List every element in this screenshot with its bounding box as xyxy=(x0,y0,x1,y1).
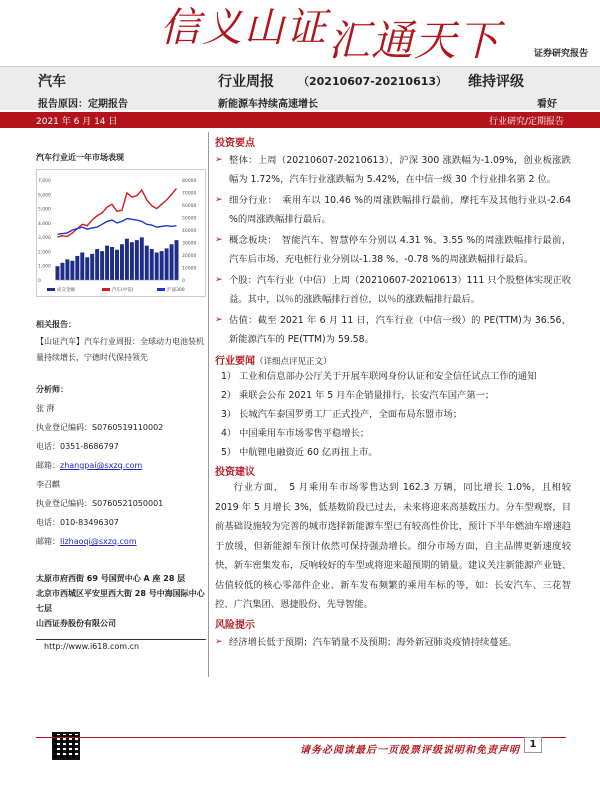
volume-bar xyxy=(135,240,139,280)
y-left-tick-label: 0 xyxy=(38,279,41,284)
volume-bar xyxy=(80,253,84,281)
report-reason: 报告原因：定期报告 xyxy=(38,99,128,110)
volume-bar xyxy=(100,251,104,280)
news-item xyxy=(215,443,571,462)
analyst-phone: 电话：010-83496307 xyxy=(36,518,119,527)
y-left-tick-label: 6,000 xyxy=(38,193,51,199)
arrow-bullet-icon: ➢ xyxy=(215,636,223,647)
y-left-tick-label: 5,000 xyxy=(38,207,51,213)
volume-bar xyxy=(150,249,154,280)
news-number: 1） xyxy=(221,371,237,382)
y-right-tick-label: 30000 xyxy=(182,241,197,247)
key-point-text: 概念板块： 智能汽车、智慧停车分别以 4.31 %、3.55 %的周涨跌幅排行最前，汽车后市场、充电桩行业分别以-1.38 %、-0.78 %的周涨跌幅排行最后。 xyxy=(229,235,571,265)
volume-bar xyxy=(115,250,119,280)
news-note: （详细点评见正文） xyxy=(255,357,332,367)
report-date: 2021 年 6 月 14 日 xyxy=(36,117,118,127)
volume-bar xyxy=(70,261,74,280)
volume-bar xyxy=(105,246,109,280)
analyst-name: 李召麒 xyxy=(36,480,60,489)
y-right-tick-label: 10000 xyxy=(182,266,197,272)
news-text: 中国乘用车市场零售平稳增长； xyxy=(239,428,370,439)
news-item xyxy=(215,367,571,386)
volume-bar xyxy=(160,251,164,280)
arrow-bullet-icon: ➢ xyxy=(215,275,223,285)
footer-divider xyxy=(36,737,566,738)
key-point-item xyxy=(215,231,571,269)
y-left-tick-label: 3,000 xyxy=(38,236,51,242)
news-heading xyxy=(215,352,571,367)
analyst-email-row xyxy=(36,460,206,471)
news-number: 3） xyxy=(221,409,237,420)
analyst-email-link[interactable]: zhangpai@sxzq.com xyxy=(60,461,143,470)
chart-title: 汽车行业近一年市场表现 xyxy=(36,153,124,162)
address-beijing: 北京市西城区平安里西大街 28 号中海国际中心七层 xyxy=(36,589,205,613)
email-label: 邮箱： xyxy=(36,537,60,546)
y-right-tick-label: 40000 xyxy=(182,229,197,234)
analyst-email-link[interactable]: lizhaoqi@sxzq.com xyxy=(60,537,137,546)
volume-bar xyxy=(65,259,69,280)
legend-swatch xyxy=(157,288,165,291)
address-block xyxy=(36,571,206,631)
left-sidebar xyxy=(36,134,206,651)
rating: 维持评级 xyxy=(468,74,524,90)
report-type: 行业周报 xyxy=(218,74,274,90)
rating-view: 看好 xyxy=(537,99,557,110)
related-label: 相关报告： xyxy=(36,320,76,329)
report-date-range: （20210607-20210613） xyxy=(298,75,448,88)
news-heading-text: 行业要闻 xyxy=(215,356,255,367)
report-header xyxy=(0,0,600,68)
volume-bar xyxy=(95,249,99,280)
address-taiyuan: 太原市府西街 69 号国贸中心 A 座 28 层 xyxy=(36,574,186,583)
y-left-tick-label: 2,000 xyxy=(38,250,51,256)
brand-logo-left: 信义山证 xyxy=(160,5,328,51)
risk-heading: 风险提示 xyxy=(215,619,255,631)
sector-name: 汽车 xyxy=(38,74,66,90)
analyst-phone: 电话：0351-8686797 xyxy=(36,442,119,451)
volume-bar xyxy=(60,263,64,280)
website-link[interactable]: http://www.i618.com.cn xyxy=(36,639,206,651)
news-number: 5） xyxy=(221,447,237,458)
volume-bar xyxy=(175,240,179,280)
invest-text: 行业方面， 5 月乘用车市场零售达到 162.3 万辆，同比增长 1.0%，且相较 2019 年 5 月增长 3%，低基数阶段已过去，未来将迎来高基数压力。分车型观察，目前基础设施较为完善的城市选择新能源车型已有较高性价比，预计下半年燃油车增速趋于放缓，但新能源车预计依然可保持强劲增长。细分市场方面，自主品牌更新速度较快，新车密集发布，反响较好的车型或将迎来超预期的销量。建议关注新能源产业链、估值较低的核心零部件企业、新车发布频繁的乘用车标的等，如：长安汽车、三花智控、广汽集团、恩捷股份、先导智能。 xyxy=(215,482,571,610)
volume-bar xyxy=(90,254,94,280)
analyst-cert: 执业登记编码：S0760521050001 xyxy=(36,499,164,508)
legend-label: 汽车(中信) xyxy=(112,288,134,293)
arrow-bullet-icon: ➢ xyxy=(215,315,223,325)
key-point-text: 个股：汽车行业（中信）上周（20210607-20210613）111 只个股整体实现正收益。其中，以％的涨跌幅排行首位，以％的涨跌幅排行最后。 xyxy=(229,275,571,305)
page-number: 1 xyxy=(524,737,542,753)
legend-label: 沪深300 xyxy=(167,288,185,293)
news-item xyxy=(215,405,571,424)
key-point-text: 估值：截至 2021 年 6 月 11 日，汽车行业（中信一级）的 PE(TTM)为 36.56，新能源汽车的 PE(TTM)为 59.58。 xyxy=(229,315,571,345)
volume-bar xyxy=(145,246,149,280)
volume-bar xyxy=(110,247,114,280)
company-name: 山西证券股份有限公司 xyxy=(36,619,116,628)
email-label: 邮箱： xyxy=(36,461,60,470)
news-item xyxy=(215,386,571,405)
volume-bar xyxy=(140,237,144,280)
key-point-item xyxy=(215,191,571,229)
volume-bar xyxy=(130,242,134,280)
column-divider xyxy=(208,132,209,677)
y-right-tick-label: 70000 xyxy=(182,191,197,197)
y-right-tick-label: 20000 xyxy=(182,254,197,259)
y-left-tick-label: 4,000 xyxy=(38,221,51,227)
series-line-hs300 xyxy=(58,219,177,235)
key-point-text: 整体：上周（20210607-20210613），沪深 300 涨跌幅为-1.09%，创业板涨跌幅为 1.72%，汽车行业涨跌幅为 5.42%，在中信一级 30 个行业排名第 2 位。 xyxy=(229,155,571,185)
news-text: 工业和信息部办公厅关于开展车联网身份认证和安全信任试点工作的通知 xyxy=(239,371,537,382)
news-number: 2） xyxy=(221,390,237,401)
analyst-email-row xyxy=(36,536,206,547)
brand-subtitle: 证券研究报告 xyxy=(533,49,588,59)
news-item xyxy=(215,424,571,443)
analyst-label: 分析师： xyxy=(36,385,68,394)
disclaimer-note: 请务必阅读最后一页股票评级说明和免责声明 xyxy=(300,745,520,756)
related-report-link[interactable]: 【山证汽车】汽车行业周报：全球动力电池装机量持续增长，宁德时代保持领先 xyxy=(36,337,204,362)
analyst-name: 张 湃 xyxy=(36,404,55,413)
arrow-bullet-icon: ➢ xyxy=(215,155,223,165)
volume-bar xyxy=(165,248,169,280)
market-chart xyxy=(36,169,206,297)
arrow-bullet-icon: ➢ xyxy=(215,235,223,245)
volume-bar xyxy=(155,253,159,281)
report-subtitle: 新能源车持续高速增长 xyxy=(218,99,318,110)
volume-bar xyxy=(125,239,129,280)
risk-item xyxy=(215,633,571,652)
news-text: 长城汽车泰国罗勇工厂正式投产，全面布局东盟市场； xyxy=(239,409,463,420)
y-left-tick-label: 1,000 xyxy=(38,264,51,270)
legend-swatch xyxy=(47,288,55,291)
key-point-item xyxy=(215,271,571,309)
y-right-tick-label: 50000 xyxy=(182,216,197,222)
legend-label: 成交金额 xyxy=(57,288,75,293)
volume-bar xyxy=(170,244,174,280)
news-number: 4） xyxy=(221,428,237,439)
arrow-bullet-icon: ➢ xyxy=(215,195,223,205)
volume-bar xyxy=(56,266,60,280)
y-right-tick-label: 60000 xyxy=(182,204,197,209)
key-point-item xyxy=(215,311,571,349)
news-text: 中航锂电融资近 60 亿再扭上市。 xyxy=(239,447,378,458)
legend-swatch xyxy=(102,288,110,291)
key-point-item xyxy=(215,151,571,189)
date-band xyxy=(0,112,600,128)
y-right-tick-label: 80000 xyxy=(182,179,197,184)
title-band xyxy=(0,66,600,110)
key-points-heading: 投资要点 xyxy=(215,138,255,149)
invest-heading: 投资建议 xyxy=(215,467,255,478)
key-point-text: 细分行业： 乘用车以 10.46 %的周涨跌幅排行最前，摩托车及其他行业以-2.64 %的周涨跌幅排行最后。 xyxy=(229,195,571,225)
y-right-tick-label: 0 xyxy=(182,279,185,284)
key-points-list xyxy=(215,151,571,349)
main-content xyxy=(215,132,571,652)
y-left-tick-label: 7,000 xyxy=(38,179,51,184)
volume-bar xyxy=(120,244,124,280)
news-text: 乘联会公布 2021 年 5 月车企销量排行，长安汽车国产第一； xyxy=(239,390,495,401)
analyst-cert: 执业登记编码：S0760519110002 xyxy=(36,423,164,432)
risk-text: 经济增长低于预期；汽车销量不及预期；海外新冠肺炎疫情持续蔓延。 xyxy=(229,636,518,648)
market-chart-svg xyxy=(37,170,207,298)
volume-bar xyxy=(85,257,89,280)
volume-bar xyxy=(75,256,79,280)
brand-logo-right: 汇通天下 xyxy=(328,16,501,65)
report-category: 行业研究/定期报告 xyxy=(488,117,564,127)
